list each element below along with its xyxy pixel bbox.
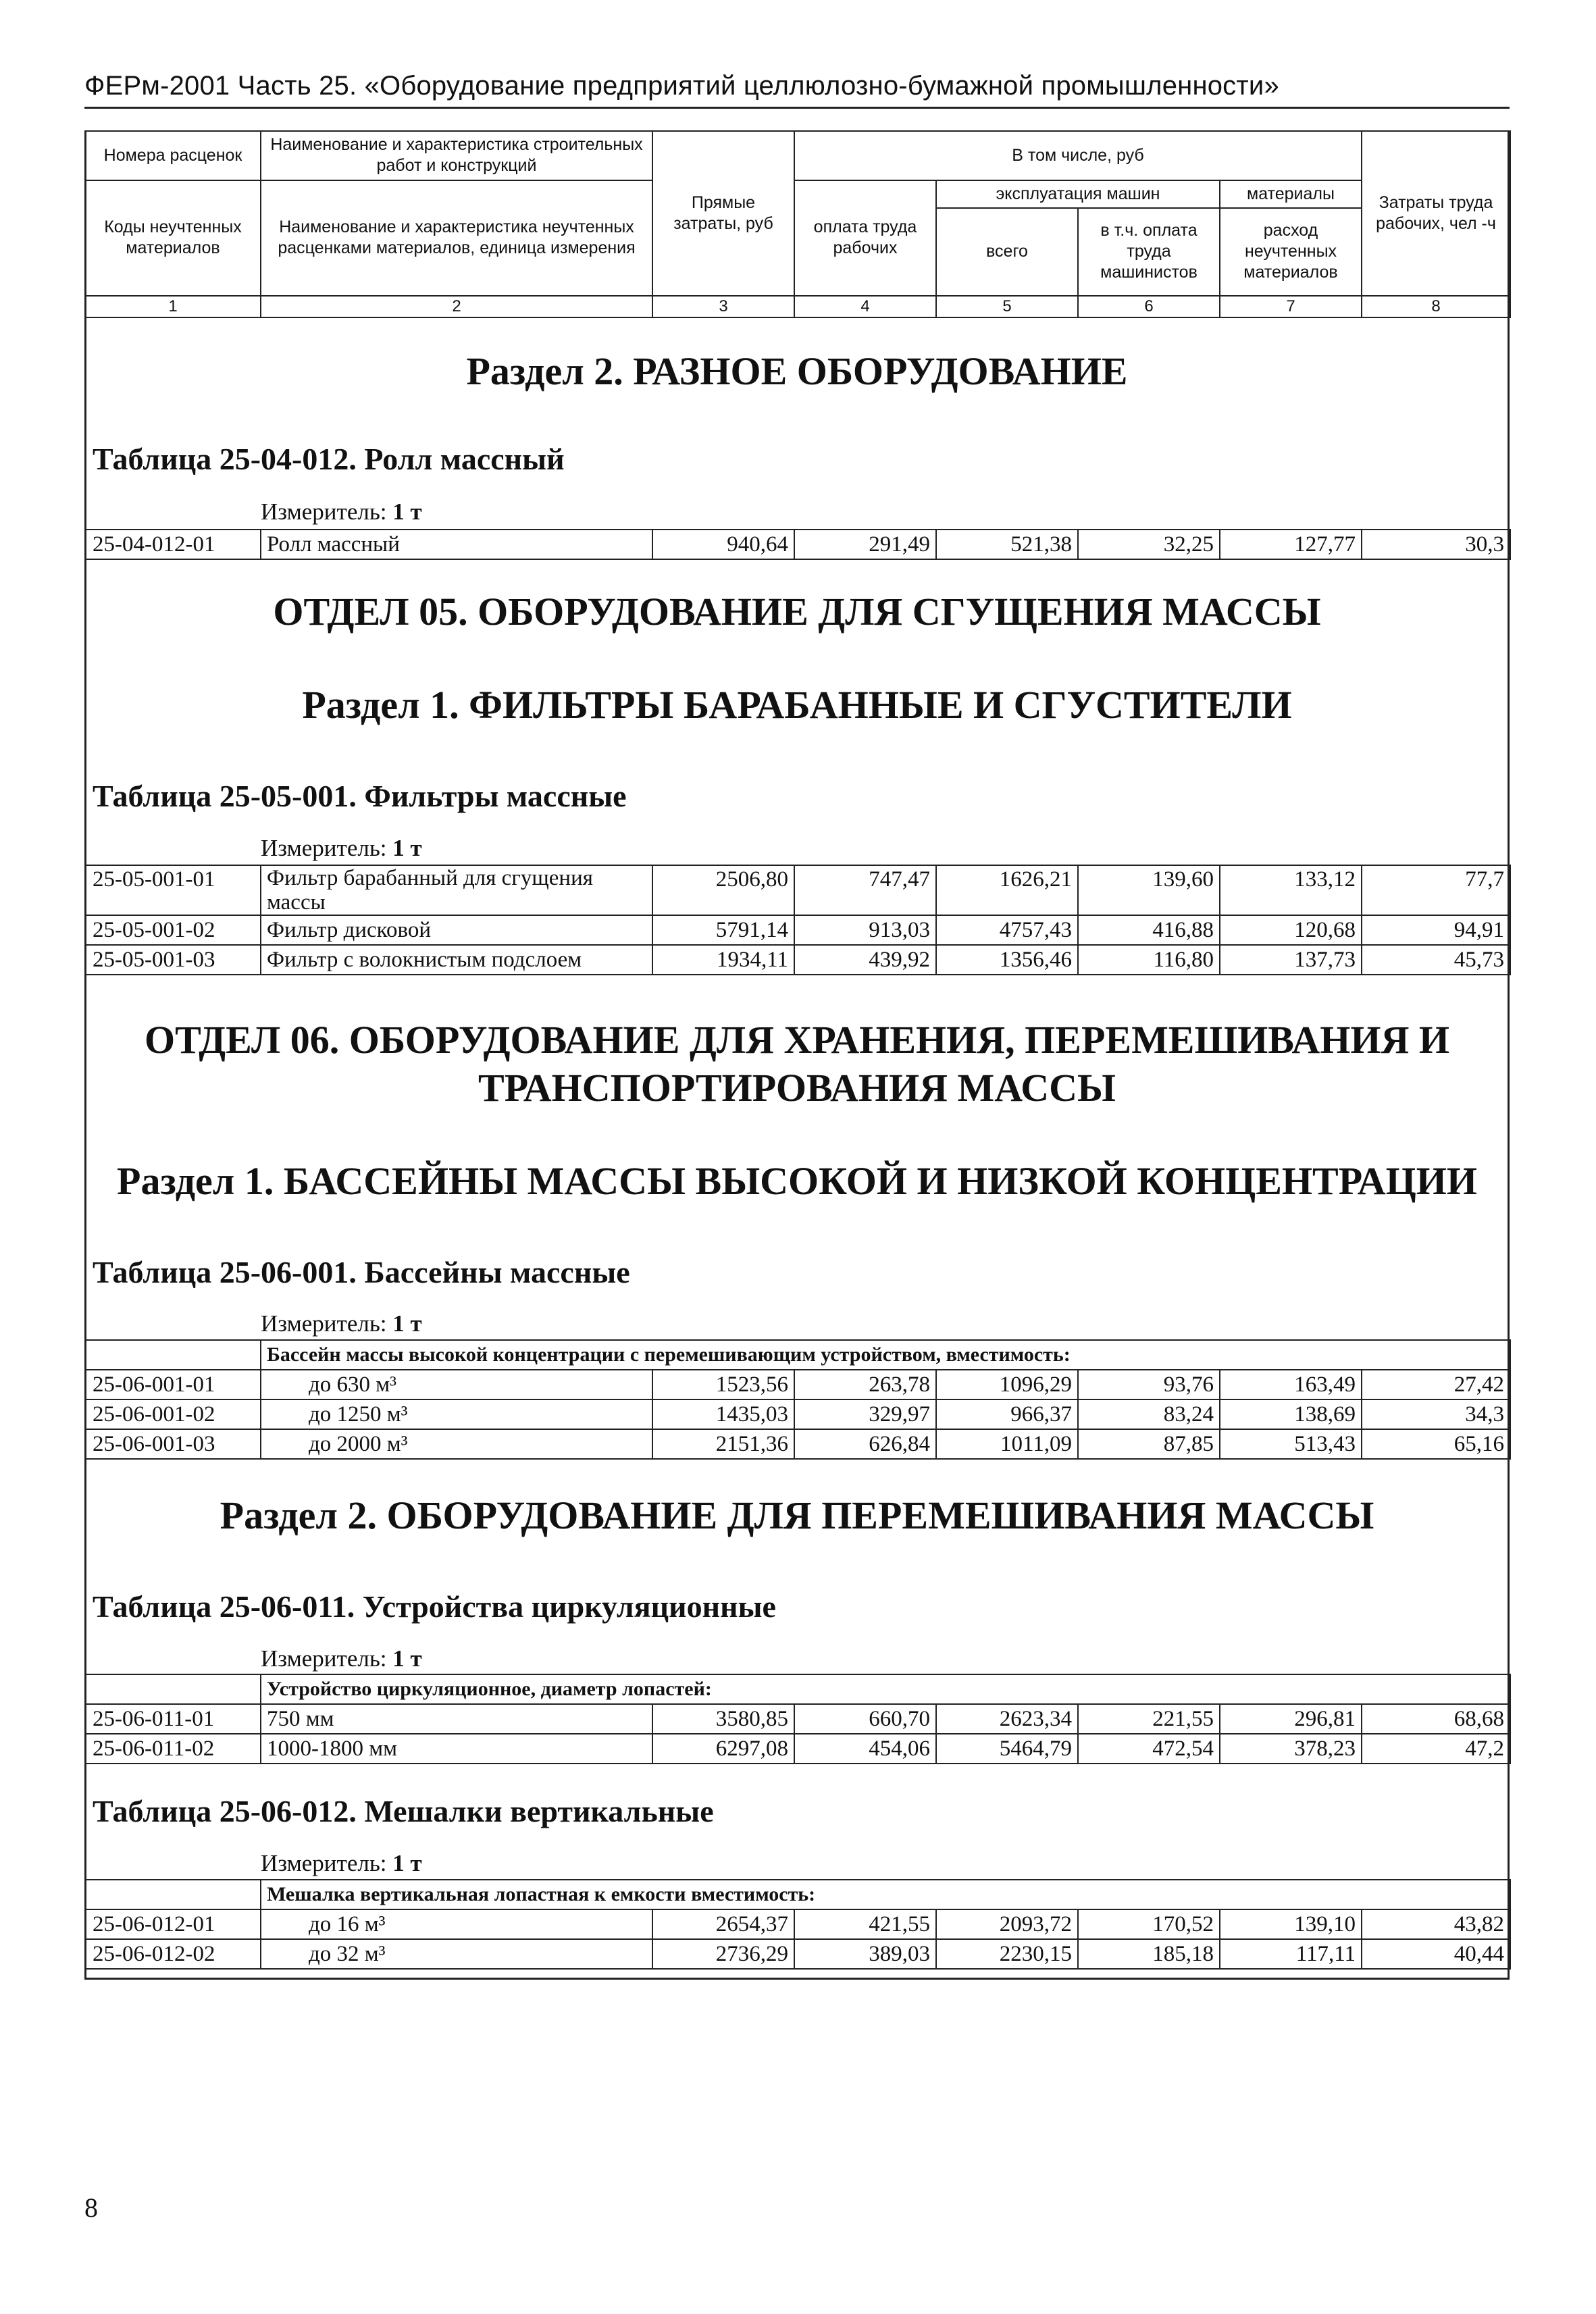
measure-label: Измеритель: bbox=[261, 835, 387, 861]
row-materials: 378,23 bbox=[1220, 1734, 1362, 1764]
measure-value: 1 т bbox=[392, 1645, 422, 1672]
row-machinists: 83,24 bbox=[1078, 1399, 1220, 1429]
group-label: Устройство циркуляционное, диаметр лопастей: bbox=[261, 1674, 1510, 1704]
row-machines: 1626,21 bbox=[936, 865, 1078, 915]
row-code: 25-05-001-03 bbox=[85, 945, 261, 975]
table-title: Таблица 25-04-012. Ролл массный bbox=[93, 442, 565, 476]
row-code: 25-06-012-02 bbox=[85, 1939, 261, 1969]
col-number: 5 bbox=[936, 296, 1078, 317]
row-wages: 389,03 bbox=[794, 1939, 936, 1969]
col-number: 4 bbox=[794, 296, 936, 317]
row-direct-cost: 5791,14 bbox=[652, 915, 794, 945]
row-machines: 1011,09 bbox=[936, 1429, 1078, 1459]
row-labor: 77,7 bbox=[1362, 865, 1510, 915]
row-labor: 27,42 bbox=[1362, 1370, 1510, 1399]
row-direct-cost: 2506,80 bbox=[652, 865, 794, 915]
row-code: 25-06-001-03 bbox=[85, 1429, 261, 1459]
row-machinists: 93,76 bbox=[1078, 1370, 1220, 1399]
group-row bbox=[85, 1674, 1510, 1704]
row-wages: 626,84 bbox=[794, 1429, 936, 1459]
row-labor: 30,3 bbox=[1362, 530, 1510, 559]
row-direct-cost: 3580,85 bbox=[652, 1704, 794, 1734]
row-wages: 421,55 bbox=[794, 1909, 936, 1939]
row-materials: 137,73 bbox=[1220, 945, 1362, 975]
measure-value: 1 т bbox=[392, 498, 422, 525]
row-materials: 138,69 bbox=[1220, 1399, 1362, 1429]
table-row bbox=[85, 915, 1510, 945]
row-machinists: 416,88 bbox=[1078, 915, 1220, 945]
row-direct-cost: 1934,11 bbox=[652, 945, 794, 975]
row-machines: 4757,43 bbox=[936, 915, 1078, 945]
col-name-bottom: Наименование и характеристика неучтенных расценками материалов, единица измерения bbox=[261, 180, 652, 296]
col-wages: оплата труда рабочих bbox=[794, 180, 936, 296]
row-direct-cost: 2736,29 bbox=[652, 1939, 794, 1969]
measure-label: Измеритель: bbox=[261, 1310, 387, 1337]
measure-line bbox=[261, 1645, 422, 1672]
department-heading: ОТДЕЛ 06. ОБОРУДОВАНИЕ ДЛЯ ХРАНЕНИЯ, ПЕРЕМЕШИВАНИЯ И ТРАНСПОРТИРОВАНИЯ МАССЫ bbox=[145, 1018, 1449, 1110]
row-direct-cost: 6297,08 bbox=[652, 1734, 794, 1764]
row-wages: 329,97 bbox=[794, 1399, 936, 1429]
row-machinists: 139,60 bbox=[1078, 865, 1220, 915]
row-code: 25-05-001-02 bbox=[85, 915, 261, 945]
row-materials: 139,10 bbox=[1220, 1909, 1362, 1939]
row-direct-cost: 940,64 bbox=[652, 530, 794, 559]
row-materials: 127,77 bbox=[1220, 530, 1362, 559]
row-name: 1000-1800 мм bbox=[261, 1734, 652, 1764]
row-code: 25-06-001-01 bbox=[85, 1370, 261, 1399]
measure-line bbox=[261, 498, 422, 525]
row-machinists: 170,52 bbox=[1078, 1909, 1220, 1939]
table-row bbox=[85, 1909, 1510, 1939]
measure-value: 1 т bbox=[392, 835, 422, 861]
col-number: 6 bbox=[1078, 296, 1220, 317]
section-heading: Раздел 1. БАССЕЙНЫ МАССЫ ВЫСОКОЙ И НИЗКОЙ КОНЦЕНТРАЦИИ bbox=[117, 1159, 1477, 1203]
group-code-cell bbox=[85, 1674, 261, 1704]
row-machinists: 185,18 bbox=[1078, 1939, 1220, 1969]
row-name: Фильтр с волокнистым подслоем bbox=[261, 945, 652, 975]
row-code: 25-06-012-01 bbox=[85, 1909, 261, 1939]
col-direct: Прямые затраты, руб bbox=[652, 131, 794, 296]
table-title: Таблица 25-06-001. Бассейны массные bbox=[93, 1255, 630, 1289]
rates-table bbox=[84, 1339, 1511, 1460]
row-materials: 513,43 bbox=[1220, 1429, 1362, 1459]
department-heading: ОТДЕЛ 05. ОБОРУДОВАНИЕ ДЛЯ СГУЩЕНИЯ МАССЫ bbox=[273, 590, 1321, 634]
table-row bbox=[85, 1734, 1510, 1764]
row-direct-cost: 2151,36 bbox=[652, 1429, 794, 1459]
row-labor: 45,73 bbox=[1362, 945, 1510, 975]
row-machines: 2093,72 bbox=[936, 1909, 1078, 1939]
table-row bbox=[85, 1429, 1510, 1459]
row-materials: 163,49 bbox=[1220, 1370, 1362, 1399]
row-machinists: 116,80 bbox=[1078, 945, 1220, 975]
group-label: Мешалка вертикальная лопастная к емкости вместимость: bbox=[261, 1880, 1510, 1909]
page-number: 8 bbox=[84, 2192, 98, 2223]
table-row bbox=[85, 530, 1510, 559]
row-name: Ролл массный bbox=[261, 530, 652, 559]
row-materials: 117,11 bbox=[1220, 1939, 1362, 1969]
measure-label: Измеритель: bbox=[261, 1850, 387, 1876]
measure-value: 1 т bbox=[392, 1850, 422, 1876]
group-code-cell bbox=[85, 1880, 261, 1909]
row-wages: 263,78 bbox=[794, 1370, 936, 1399]
table-row bbox=[85, 1370, 1510, 1399]
row-direct-cost: 1523,56 bbox=[652, 1370, 794, 1399]
col-machines: эксплуатация машин bbox=[936, 180, 1220, 208]
row-machines: 5464,79 bbox=[936, 1734, 1078, 1764]
row-labor: 65,16 bbox=[1362, 1429, 1510, 1459]
row-code: 25-06-011-01 bbox=[85, 1704, 261, 1734]
row-materials: 133,12 bbox=[1220, 865, 1362, 915]
col-number: 3 bbox=[652, 296, 794, 317]
row-machinists: 221,55 bbox=[1078, 1704, 1220, 1734]
row-name: до 16 м³ bbox=[261, 1909, 652, 1939]
row-name: 750 мм bbox=[261, 1704, 652, 1734]
col-number: 7 bbox=[1220, 296, 1362, 317]
row-name: Фильтр дисковой bbox=[261, 915, 652, 945]
row-machinists: 87,85 bbox=[1078, 1429, 1220, 1459]
rates-table bbox=[84, 1879, 1511, 1970]
table-title: Таблица 25-06-011. Устройства циркуляционные bbox=[93, 1589, 776, 1624]
row-machines: 2230,15 bbox=[936, 1939, 1078, 1969]
row-machinists: 472,54 bbox=[1078, 1734, 1220, 1764]
measure-line bbox=[261, 1850, 422, 1877]
row-code: 25-05-001-01 bbox=[85, 865, 261, 915]
row-labor: 40,44 bbox=[1362, 1939, 1510, 1969]
row-name: до 32 м³ bbox=[261, 1939, 652, 1969]
row-machines: 1096,29 bbox=[936, 1370, 1078, 1399]
group-code-cell bbox=[85, 1340, 261, 1370]
row-wages: 660,70 bbox=[794, 1704, 936, 1734]
row-labor: 68,68 bbox=[1362, 1704, 1510, 1734]
row-machines: 2623,34 bbox=[936, 1704, 1078, 1734]
group-row bbox=[85, 1340, 1510, 1370]
col-materials-sub: расход неучтенных материалов bbox=[1220, 208, 1362, 296]
section-heading: Раздел 2. ОБОРУДОВАНИЕ ДЛЯ ПЕРЕМЕШИВАНИЯ МАССЫ bbox=[220, 1493, 1374, 1537]
row-wages: 913,03 bbox=[794, 915, 936, 945]
col-number: 8 bbox=[1362, 296, 1510, 317]
rates-table bbox=[84, 865, 1511, 975]
group-label: Бассейн массы высокой концентрации с перемешивающим устройством, вместимость: bbox=[261, 1340, 1510, 1370]
row-labor: 43,82 bbox=[1362, 1909, 1510, 1939]
col-machines-total: всего bbox=[936, 208, 1078, 296]
row-wages: 291,49 bbox=[794, 530, 936, 559]
row-wages: 747,47 bbox=[794, 865, 936, 915]
row-direct-cost: 1435,03 bbox=[652, 1399, 794, 1429]
row-labor: 47,2 bbox=[1362, 1734, 1510, 1764]
row-code: 25-06-011-02 bbox=[85, 1734, 261, 1764]
section-heading: Раздел 2. РАЗНОЕ ОБОРУДОВАНИЕ bbox=[466, 349, 1128, 393]
row-name: до 630 м³ bbox=[261, 1370, 652, 1399]
section-heading: Раздел 1. ФИЛЬТРЫ БАРАБАННЫЕ И СГУСТИТЕЛИ bbox=[302, 683, 1292, 727]
col-including: В том числе, руб bbox=[794, 131, 1362, 180]
page-header-title: ФЕРм-2001 Часть 25. «Оборудование предприятий целлюлозно-бумажной промышленности» bbox=[84, 71, 1279, 101]
table-title: Таблица 25-06-012. Мешалки вертикальные bbox=[93, 1794, 714, 1828]
col-codes-top: Номера расценок bbox=[85, 131, 261, 180]
table-row bbox=[85, 1939, 1510, 1969]
rates-table bbox=[84, 1674, 1511, 1764]
col-number: 2 bbox=[261, 296, 652, 317]
col-materials: материалы bbox=[1220, 180, 1362, 208]
table-row bbox=[85, 1704, 1510, 1734]
header-rule bbox=[84, 107, 1510, 109]
measure-label: Измеритель: bbox=[261, 1645, 387, 1672]
row-wages: 439,92 bbox=[794, 945, 936, 975]
row-name: Фильтр барабанный для сгущения массы bbox=[261, 865, 652, 915]
col-name-top: Наименование и характеристика строительных работ и конструкций bbox=[261, 131, 652, 180]
col-codes-bottom: Коды неучтенных материалов bbox=[85, 180, 261, 296]
row-labor: 34,3 bbox=[1362, 1399, 1510, 1429]
measure-value: 1 т bbox=[392, 1310, 422, 1337]
row-name: до 2000 м³ bbox=[261, 1429, 652, 1459]
table-row bbox=[85, 865, 1510, 915]
row-materials: 296,81 bbox=[1220, 1704, 1362, 1734]
rates-table bbox=[84, 529, 1511, 560]
col-labor: Затраты труда рабочих, чел -ч bbox=[1362, 131, 1510, 296]
group-row bbox=[85, 1880, 1510, 1909]
table-row bbox=[85, 1399, 1510, 1429]
measure-line bbox=[261, 1310, 422, 1337]
table-row bbox=[85, 945, 1510, 975]
row-code: 25-04-012-01 bbox=[85, 530, 261, 559]
row-materials: 120,68 bbox=[1220, 915, 1362, 945]
row-machinists: 32,25 bbox=[1078, 530, 1220, 559]
col-number: 1 bbox=[85, 296, 261, 317]
row-machines: 521,38 bbox=[936, 530, 1078, 559]
row-labor: 94,91 bbox=[1362, 915, 1510, 945]
row-machines: 966,37 bbox=[936, 1399, 1078, 1429]
row-machines: 1356,46 bbox=[936, 945, 1078, 975]
column-header-table bbox=[84, 130, 1511, 318]
row-code: 25-06-001-02 bbox=[85, 1399, 261, 1429]
col-machinists: в т.ч. оплата труда машинистов bbox=[1078, 208, 1220, 296]
measure-label: Измеритель: bbox=[261, 498, 387, 525]
row-direct-cost: 2654,37 bbox=[652, 1909, 794, 1939]
row-wages: 454,06 bbox=[794, 1734, 936, 1764]
row-name: до 1250 м³ bbox=[261, 1399, 652, 1429]
table-title: Таблица 25-05-001. Фильтры массные bbox=[93, 779, 627, 813]
measure-line bbox=[261, 835, 422, 862]
